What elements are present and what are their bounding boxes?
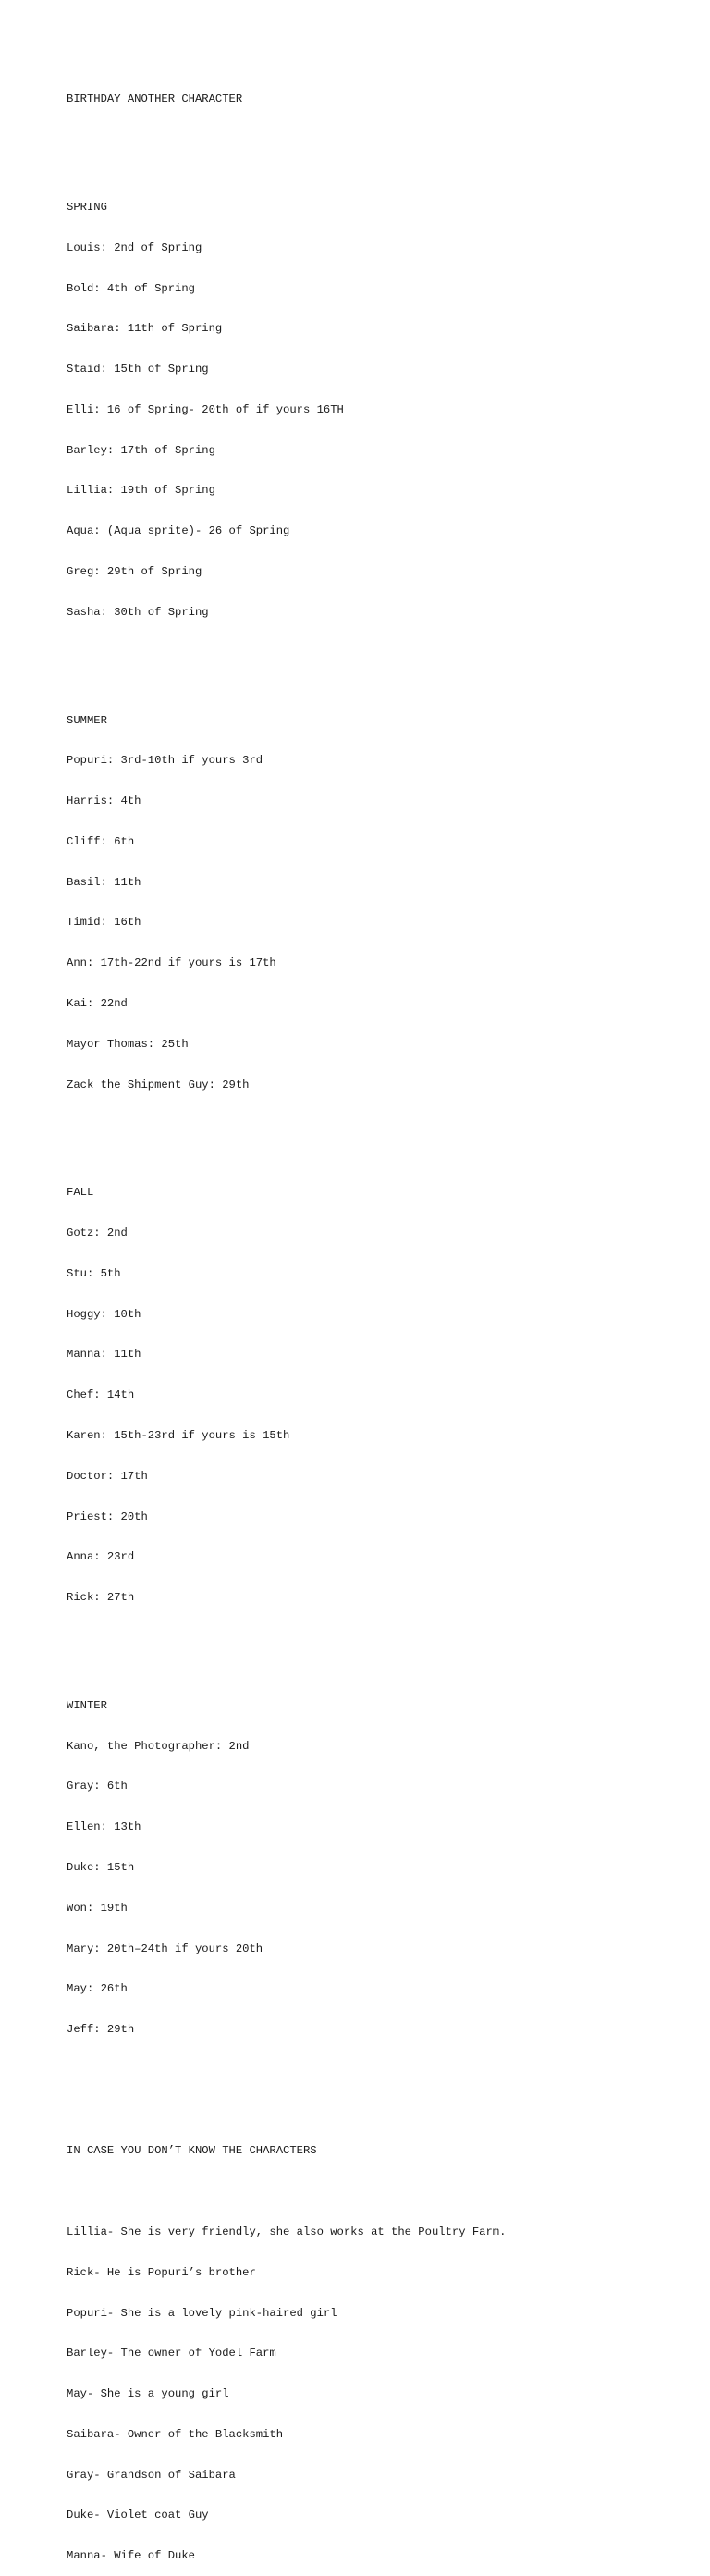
blank-line bbox=[67, 1118, 692, 1132]
section-heading-winter: WINTER bbox=[67, 1698, 107, 1712]
birthday-entry: Ann: 17th-22nd if yours is 17th bbox=[67, 956, 276, 970]
birthday-entry: Cliff: 6th bbox=[67, 834, 135, 848]
birthday-entry: Stu: 5th bbox=[67, 1266, 121, 1280]
birthday-entry: Priest: 20th bbox=[67, 1510, 148, 1523]
character-description: Rick- He is Popuri’s brother bbox=[67, 2265, 256, 2279]
birthday-entry: Mayor Thomas: 25th bbox=[67, 1037, 189, 1051]
birthday-entry: Basil: 11th bbox=[67, 875, 141, 889]
birthday-entry: Ellen: 13th bbox=[67, 1820, 141, 1834]
section-heading-spring: SPRING bbox=[67, 200, 107, 214]
birthday-entry: Gotz: 2nd bbox=[67, 1226, 128, 1240]
blank-line bbox=[67, 1632, 692, 1645]
character-description: Barley- The owner of Yodel Farm bbox=[67, 2347, 276, 2360]
blank-line bbox=[67, 647, 692, 660]
birthday-entry: Doctor: 17th bbox=[67, 1469, 148, 1483]
birthday-entry: Louis: 2nd of Spring bbox=[67, 240, 202, 254]
birthday-entry: Hoggy: 10th bbox=[67, 1307, 141, 1321]
birthday-entry: Harris: 4th bbox=[67, 795, 141, 808]
birthday-entry: Elli: 16 of Spring- 20th of if yours 16TH bbox=[67, 402, 344, 416]
section-heading-fall: FALL bbox=[67, 1186, 94, 1200]
blank-line bbox=[67, 2064, 692, 2090]
blank-line bbox=[67, 133, 692, 147]
character-description: Duke- Violet coat Guy bbox=[67, 2508, 209, 2522]
character-description: Lillia- She is very friendly, she also works at the Poultry Farm. bbox=[67, 2225, 507, 2238]
birthday-entry: Karen: 15th-23rd if yours is 15th bbox=[67, 1428, 290, 1442]
birthday-entry: Staid: 15th of Spring bbox=[67, 363, 209, 376]
birthday-entry: Aqua: (Aqua sprite)- 26 of Spring bbox=[67, 524, 290, 538]
birthday-entry: Rick: 27th bbox=[67, 1591, 135, 1605]
birthday-entry: Barley: 17th of Spring bbox=[67, 443, 215, 457]
birthday-entry: Gray: 6th bbox=[67, 1780, 128, 1793]
birthday-entry: Jeff: 29th bbox=[67, 2023, 135, 2037]
characters-heading: IN CASE YOU DON’T KNOW THE CHARACTERS bbox=[67, 2144, 317, 2158]
character-description: Manna- Wife of Duke bbox=[67, 2549, 195, 2563]
birthday-entry: Popuri: 3rd-10th if yours 3rd bbox=[67, 754, 263, 768]
birthday-entry: Duke: 15th bbox=[67, 1860, 135, 1874]
birthday-entry: Greg: 29th of Spring bbox=[67, 564, 202, 578]
birthday-entry: Sasha: 30th of Spring bbox=[67, 605, 209, 619]
character-description: Gray- Grandson of Saibara bbox=[67, 2468, 236, 2482]
character-description: Saibara- Owner of the Blacksmith bbox=[67, 2427, 284, 2441]
birthday-entry: Kano, the Photographer: 2nd bbox=[67, 1739, 250, 1753]
birthday-entry: Manna: 11th bbox=[67, 1348, 141, 1362]
blank-line bbox=[67, 2185, 692, 2199]
birthday-entry: Timid: 16th bbox=[67, 916, 141, 930]
birthday-entry: Chef: 14th bbox=[67, 1388, 135, 1402]
birthday-entry: Lillia: 19th of Spring bbox=[67, 484, 215, 498]
birthday-entry: Won: 19th bbox=[67, 1901, 128, 1915]
birthday-entry: Zack the Shipment Guy: 29th bbox=[67, 1078, 250, 1091]
birthday-entry: Mary: 20th–24th if yours 20th bbox=[67, 1941, 263, 1955]
document-title: BIRTHDAY ANOTHER CHARACTER bbox=[67, 92, 243, 106]
birthday-entry: Bold: 4th of Spring bbox=[67, 281, 195, 295]
birthday-entry: Anna: 23rd bbox=[67, 1550, 135, 1564]
birthday-entry: May: 26th bbox=[67, 1982, 128, 1996]
section-heading-summer: SUMMER bbox=[67, 713, 107, 727]
document-page bbox=[67, 66, 692, 2576]
character-description: May- She is a young girl bbox=[67, 2387, 229, 2401]
character-description: Popuri- She is a lovely pink-haired girl bbox=[67, 2306, 337, 2320]
birthday-entry: Saibara: 11th of Spring bbox=[67, 322, 223, 336]
birthday-entry: Kai: 22nd bbox=[67, 996, 128, 1010]
